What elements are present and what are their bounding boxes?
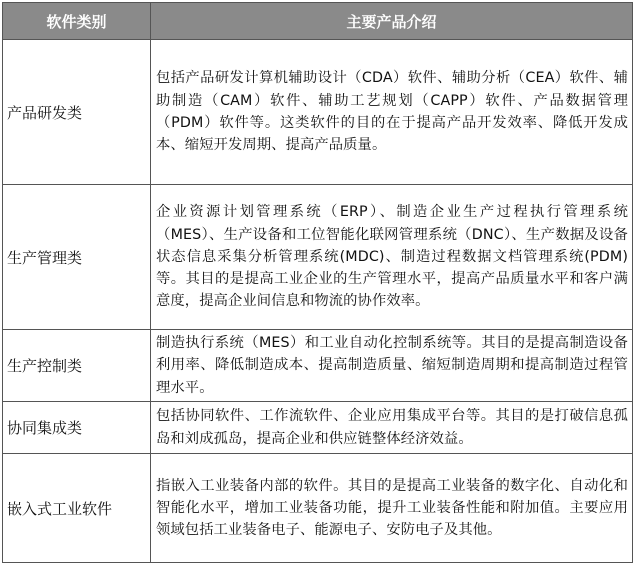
table-row xyxy=(3,454,633,563)
table-row xyxy=(3,40,633,185)
table-row xyxy=(3,330,633,402)
row-description: 制造执行系统（MES）和工业自动化控制系统等。其目的是提高制造设备利用率、降低制造成本、提高制造质量、缩短制造周期和提高制造过程管理水平。 xyxy=(151,330,633,402)
row-description: 包括协同软件、工作流软件、企业应用集成平台等。其目的是打破信息孤岛和刘成孤岛，提高企业和供应链整体经济效益。 xyxy=(151,402,633,454)
header-category: 软件类别 xyxy=(3,3,151,40)
software-category-table xyxy=(2,2,633,563)
table-row xyxy=(3,402,633,454)
row-description: 企业资源计划管理系统（ERP）、制造企业生产过程执行管理系统（MES）、生产设备和工位智能化联网管理系统（DNC）、生产数据及设备状态信息采集分析管理系统(MDC)、制造过程数据文档管理系统(PDM)等。其目的是提高工业企业的生产管理水平，提高产品质量水平和客户满意度，提高企业间信息和物流的协作效率。 xyxy=(151,185,633,330)
header-description: 主要产品介绍 xyxy=(151,3,633,40)
row-category: 生产控制类 xyxy=(3,330,151,402)
row-description: 包括产品研发计算机辅助设计（CDA）软件、辅助分析（CEA）软件、辅助制造（CAM）软件、辅助工艺规划（CAPP）软件、产品数据管理（PDM）软件等。这类软件的目的在于提高产品开发效率、降低开发成本、缩短开发周期、提高产品质量。 xyxy=(151,40,633,185)
row-category: 嵌入式工业软件 xyxy=(3,454,151,563)
row-description: 指嵌入工业装备内部的软件。其目的是提高工业装备的数字化、自动化和智能化水平，增加工业装备功能，提升工业装备性能和附加值。主要应用领域包括工业装备电子、能源电子、安防电子及其他。 xyxy=(151,454,633,563)
row-category: 产品研发类 xyxy=(3,40,151,185)
table-header-row xyxy=(3,3,633,40)
table-row xyxy=(3,185,633,330)
row-category: 生产管理类 xyxy=(3,185,151,330)
row-category: 协同集成类 xyxy=(3,402,151,454)
